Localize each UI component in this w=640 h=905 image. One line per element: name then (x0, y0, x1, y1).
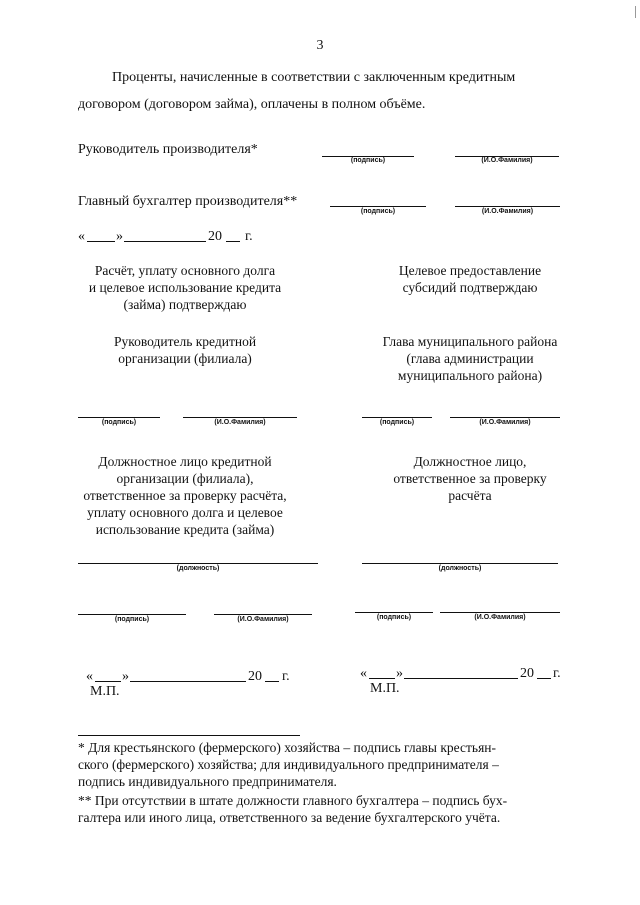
name-caption: (И.О.Фамилия) (237, 616, 289, 623)
date-open-quote: « (86, 669, 93, 684)
intro-line-2: договором (договором займа), оплачены в полном объёме. (78, 97, 426, 112)
right-signer-signature-line[interactable] (362, 417, 432, 418)
signature-caption: (подпись) (360, 208, 396, 215)
date-year-suffix: г. (553, 666, 561, 681)
date-close-quote: » (396, 666, 403, 681)
date-close-quote: » (122, 669, 129, 684)
date-close-quote: » (116, 229, 123, 244)
left-signer-name-line[interactable] (183, 417, 297, 418)
right-date-year-field[interactable] (537, 665, 551, 679)
right-official-title: Должностное лицо, ответственное за проверку расчёта (393, 454, 547, 503)
left-heading: Расчёт, уплату основного долга и целевое использование кредита (займа) подтверждаю (88, 263, 282, 312)
name-caption: (И.О.Фамилия) (214, 419, 266, 426)
signature-caption: (подпись) (114, 616, 150, 623)
name-caption: (И.О.Фамилия) (481, 208, 534, 215)
left-signer-title: Руководитель кредитной организации (филиала) (113, 334, 257, 366)
accountant-name-line[interactable] (455, 206, 560, 207)
position-caption: (должность) (438, 565, 482, 572)
accountant-signature-line[interactable] (330, 206, 426, 207)
date-year-field[interactable] (226, 228, 240, 242)
signature-caption: (подпись) (101, 419, 137, 426)
date-open-quote: « (78, 229, 85, 244)
position-caption: (должность) (176, 565, 220, 572)
date-year-suffix: г. (282, 669, 290, 684)
signature-caption: (подпись) (350, 157, 386, 164)
name-caption: (И.О.Фамилия) (481, 157, 533, 164)
right-date-month-field[interactable] (404, 665, 518, 679)
stamp-place-right: М.П. (370, 681, 400, 696)
right-position-line[interactable] (362, 563, 558, 564)
signature-caption: (подпись) (376, 614, 412, 621)
right-official-name-line[interactable] (440, 612, 560, 613)
manager-label: Руководитель производителя* (78, 142, 258, 157)
right-official-signature-line[interactable] (355, 612, 433, 613)
intro-line-1: Проценты, начисленные в соответствии с заключенным кредитным (112, 70, 516, 85)
left-position-line[interactable] (78, 563, 318, 564)
stamp-place-left: М.П. (90, 684, 120, 699)
date-day-field[interactable] (87, 228, 115, 242)
left-official-signature-line[interactable] (78, 614, 186, 615)
left-official-name-line[interactable] (214, 614, 312, 615)
name-caption: (И.О.Фамилия) (479, 419, 531, 426)
date-year-prefix: 20 (520, 666, 534, 681)
left-date-year-field[interactable] (265, 668, 279, 682)
right-date-day-field[interactable] (369, 665, 395, 679)
date-year-prefix: 20 (208, 229, 222, 244)
footnote-separator (78, 735, 300, 736)
name-caption: (И.О.Фамилия) (474, 614, 526, 621)
date-year-suffix: г. (245, 229, 253, 244)
accountant-label: Главный бухгалтер производителя** (78, 194, 298, 209)
signature-caption: (подпись) (379, 419, 415, 426)
page-number: 3 (316, 38, 324, 53)
left-date-month-field[interactable] (130, 668, 246, 682)
date-year-prefix: 20 (248, 669, 262, 684)
left-date-day-field[interactable] (95, 668, 121, 682)
right-heading: Целевое предоставление субсидий подтверждаю (398, 263, 542, 295)
left-official-title: Должностное лицо кредитной организации (филиала), ответственное за проверку расчёта, уплату основного долга и целевое использование кредита (займа) (83, 454, 287, 537)
date-month-field[interactable] (124, 228, 206, 242)
left-signer-signature-line[interactable] (78, 417, 160, 418)
right-signer-title: Глава муниципального района (глава администрации муниципального района) (382, 334, 558, 383)
footnote-1: * Для крестьянского (фермерского) хозяйства – подпись главы крестьян- ского (фермерского) хозяйства; для индивидуального предпринимателя – подпись индивидуального предпринимателя. (78, 740, 499, 789)
date-open-quote: « (360, 666, 367, 681)
scan-edge-mark (635, 6, 636, 18)
right-signer-name-line[interactable] (450, 417, 560, 418)
footnote-2: ** При отсутствии в штате должности главного бухгалтера – подпись бух- галтера или иного лица, ответственного за ведение бухгалтерского учёта. (78, 793, 508, 825)
